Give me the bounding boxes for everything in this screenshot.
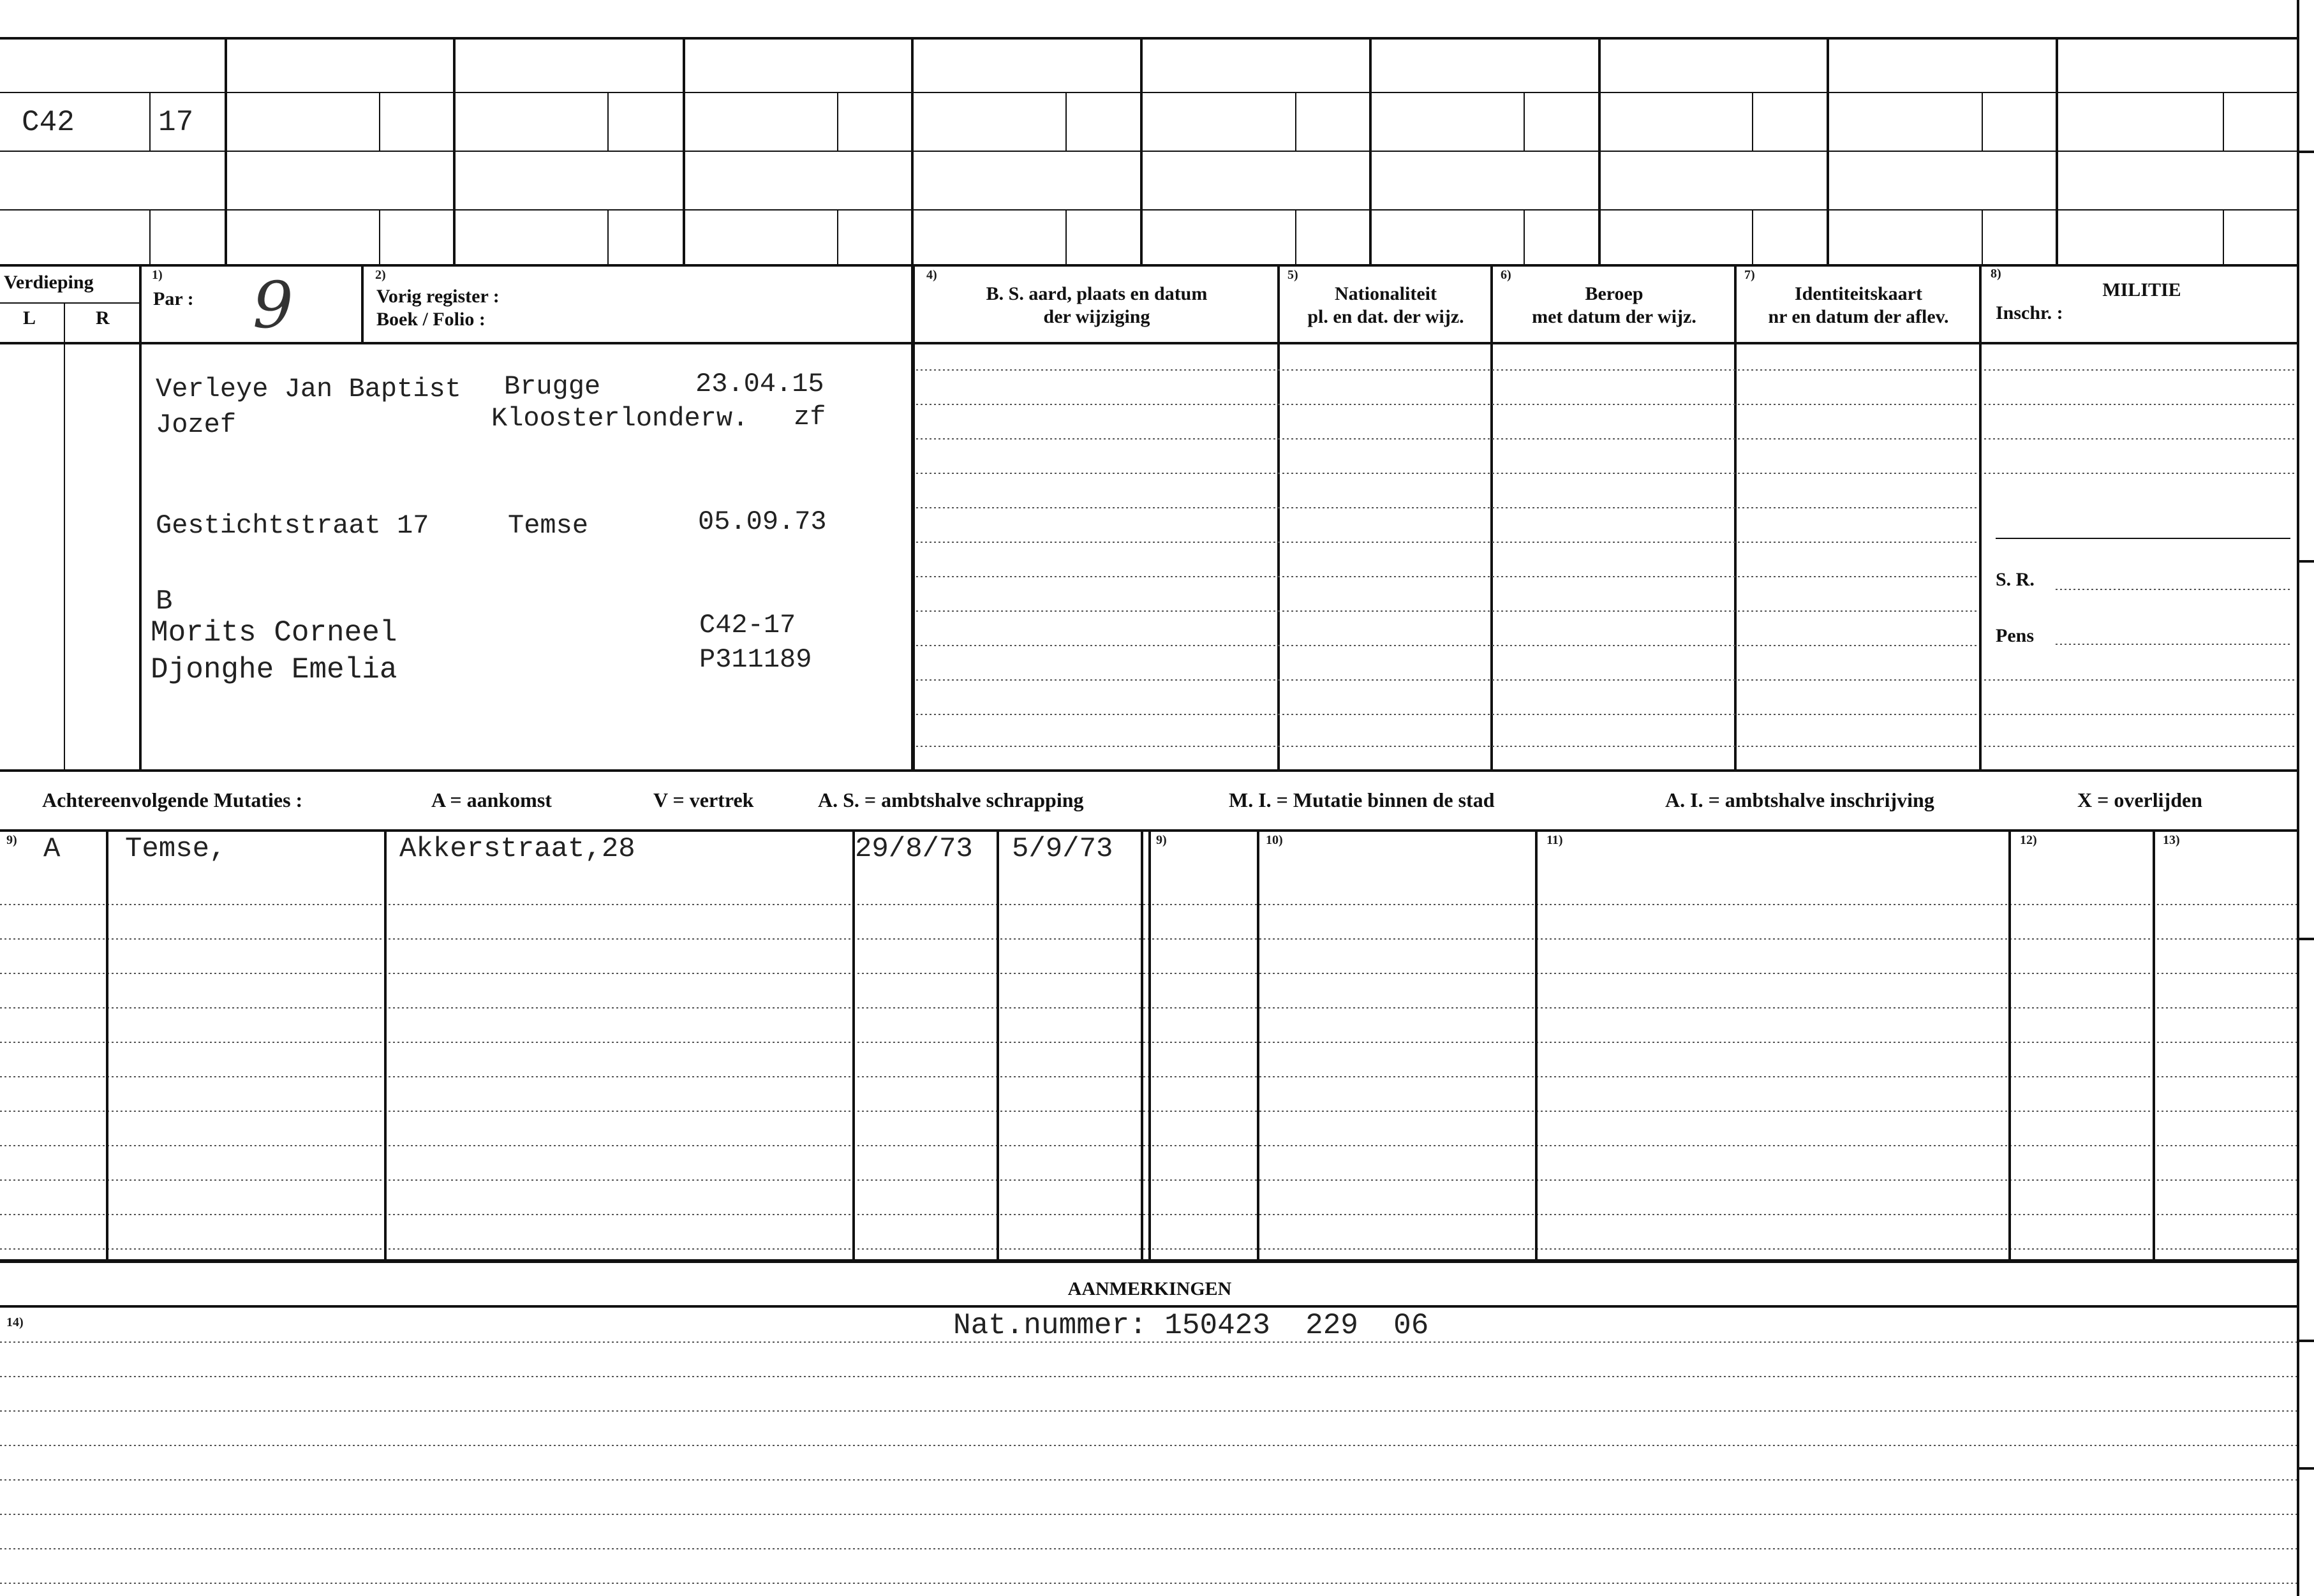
identiteitskaart-label: Identiteitskaart <box>1795 283 1922 304</box>
col13-number: 13) <box>2163 833 2180 847</box>
person-birthplace: Brugge <box>504 371 601 402</box>
col10-number: 10) <box>1266 833 1283 847</box>
militie-label: MILITIE <box>2102 279 2181 300</box>
par-handwritten: 9 <box>253 268 293 343</box>
mutation-date-2: 5/9/73 <box>1012 833 1113 865</box>
r-label: R <box>96 307 110 329</box>
sr-label: S. R. <box>1996 569 2035 590</box>
nationaliteit-label: Nationaliteit <box>1335 283 1437 304</box>
code-n: 17 <box>158 106 194 139</box>
wijziging-label: der wijziging <box>1043 306 1150 327</box>
field1-number: 1) <box>152 268 163 282</box>
inschr-label: Inschr. : <box>1996 302 2063 323</box>
person-city: Temse <box>508 510 589 541</box>
mutation-type: A <box>43 833 61 865</box>
field8-number: 8) <box>1991 267 2001 281</box>
person-firstname: Jozef <box>156 410 237 440</box>
legend-x: X = overlijden <box>2077 788 2202 811</box>
field7-number: 7) <box>1744 268 1755 282</box>
beroep-label: Beroep <box>1585 283 1643 304</box>
identiteitskaart-sub-label: nr en datum der aflev. <box>1768 306 1949 327</box>
remarks-title: AANMERKINGEN <box>1067 1278 1232 1299</box>
nationaliteit-sub-label: pl. en dat. der wijz. <box>1307 306 1464 327</box>
person-b: B <box>156 586 173 617</box>
legend-a: A = aankomst <box>431 788 552 811</box>
legend-v: V = vertrek <box>653 788 754 811</box>
legend-as: A. S. = ambtshalve schrapping <box>818 788 1084 811</box>
field2-number: 2) <box>375 268 386 282</box>
person-date: 05.09.73 <box>698 506 827 537</box>
legend-ai: A. I. = ambtshalve inschrijving <box>1665 788 1934 811</box>
relation-2-code: P311189 <box>699 644 812 675</box>
field6-number: 6) <box>1501 268 1511 282</box>
relation-1-code: C42-17 <box>699 610 796 640</box>
l-label: L <box>23 307 36 329</box>
person-address: Gestichtstraat 17 <box>156 510 429 541</box>
col11-number: 11) <box>1546 833 1563 847</box>
code-c: C42 <box>22 106 75 139</box>
person-name: Verleye Jan Baptist <box>156 374 461 404</box>
field5-number: 5) <box>1287 268 1298 282</box>
par-label: Par : <box>153 288 194 309</box>
mutation-city: Temse, <box>125 833 226 865</box>
relation-1-name: Morits Corneel <box>151 616 397 649</box>
person-profession: Kloosterlonderw. <box>491 403 749 434</box>
legend-mi: M. I. = Mutatie binnen de stad <box>1229 788 1495 811</box>
boek-folio-label: Boek / Folio : <box>376 309 486 330</box>
mutation-street: Akkerstraat,28 <box>399 833 635 865</box>
person-civil-status: zf <box>794 402 826 432</box>
pens-label: Pens <box>1996 625 2034 646</box>
remarks-number: 14) <box>6 1315 24 1329</box>
bs-aard-label: B. S. aard, plaats en datum <box>986 283 1208 304</box>
vorig-register-label: Vorig register : <box>376 286 500 307</box>
relation-2-name: Djonghe Emelia <box>151 653 397 686</box>
legend-title: Achtereenvolgende Mutaties : <box>42 788 303 811</box>
mutation-date-1: 29/8/73 <box>855 833 973 865</box>
col12-number: 12) <box>2020 833 2037 847</box>
field4-number: 4) <box>926 268 937 282</box>
beroep-sub-label: met datum der wijz. <box>1532 306 1696 327</box>
col9-number: 9) <box>6 833 17 847</box>
col9b-number: 9) <box>1156 833 1167 847</box>
verdieping-label: Verdieping <box>4 272 94 293</box>
person-birthdate: 23.04.15 <box>695 369 824 399</box>
national-number: Nat.nummer: 150423 229 06 <box>953 1309 1429 1342</box>
